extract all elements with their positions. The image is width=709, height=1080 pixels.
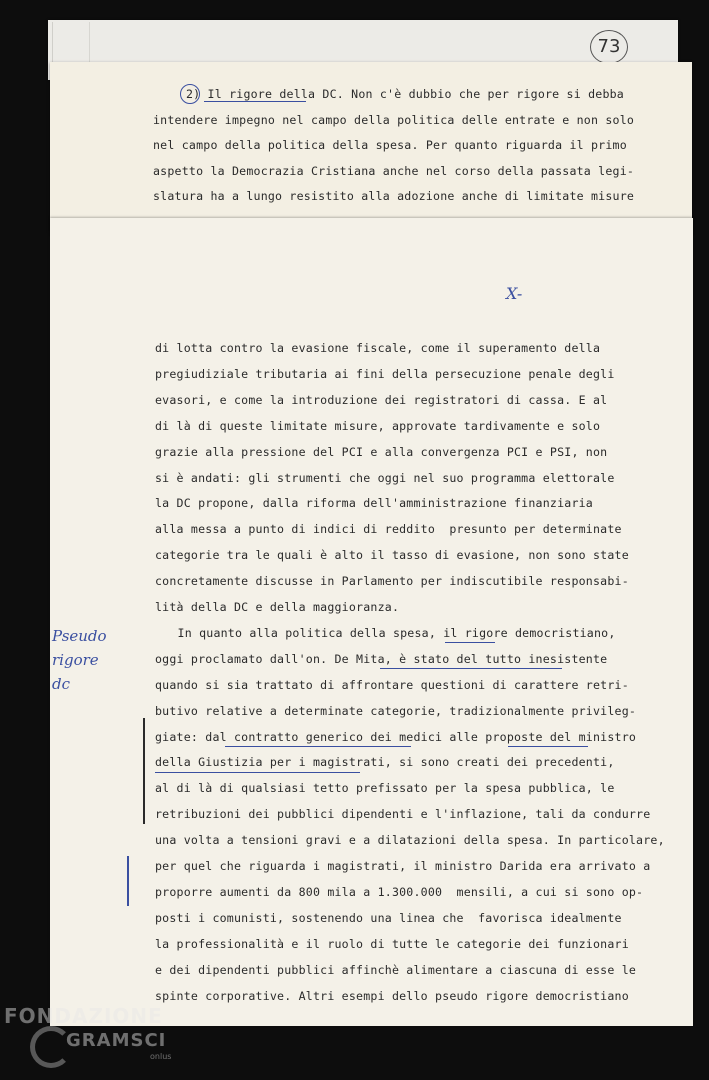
- watermark-line3: onlus: [150, 1052, 172, 1061]
- watermark-line2: GRAMSCI: [66, 1030, 167, 1051]
- watermark-logo: [4, 1004, 172, 1061]
- watermark-line1: FONDAZIONE: [4, 1004, 163, 1028]
- body-text-line: la DC propone, dalla riforma dell'amministrazione finanziaria: [155, 496, 593, 511]
- body-text-line: oggi proclamato dall'on. De Mita, è stato del tutto inesistente: [155, 651, 608, 666]
- body-text-line: In quanto alla politica della spesa, il rigore democristiano,: [156, 625, 616, 640]
- body-text-line: posti i comunisti, sostenendo una linea che favorisca idealmente: [155, 910, 622, 925]
- body-text-line: quando si sia trattato di affrontare questioni di carattere retri-: [155, 677, 629, 692]
- underline-ministro: [508, 746, 588, 747]
- body-text-line: concretamente discusse in Parlamento per indiscutibile responsabi-: [155, 574, 629, 589]
- body-text-line: una volta a tensioni gravi e a dilatazioni della spesa. In particolare,: [155, 833, 665, 848]
- body-text-line: retribuzioni dei pubblici dipendenti e l'inflazione, tali da condurre: [155, 807, 651, 822]
- body-text-line: evasori, e come la introduzione dei registratori di cassa. E al: [155, 392, 608, 407]
- body-text-line: grazie alla pressione del PCI e alla convergenza PCI e PSI, non: [155, 444, 608, 459]
- top-text-line: 2) Il rigore della DC. Non c'è dubbio che per rigore si debba: [186, 87, 624, 101]
- page-number: 73: [590, 30, 628, 64]
- body-text-line: pregiudiziale tributaria ai fini della persecuzione penale degli: [155, 366, 615, 381]
- body-text-line: di lotta contro la evasione fiscale, come il superamento della: [155, 341, 601, 355]
- margin-note: [52, 624, 107, 696]
- body-text-line: butivo relative a determinate categorie, tradizionalmente privileg-: [155, 703, 637, 718]
- body-text-line: e dei dipendenti pubblici affinchè alimentare a ciascuna di esse le: [155, 962, 637, 977]
- body-text-line: categorie tra le quali è alto il tasso di evasione, non sono state: [155, 548, 629, 563]
- margin-mark-bar: [127, 856, 129, 906]
- margin-bracket-bar: [143, 718, 145, 824]
- title-underline: [204, 101, 306, 102]
- top-text-line: nel campo della politica della spesa. Per quanto riguarda il primo: [153, 138, 627, 152]
- body-text-line: proporre aumenti da 800 mila a 1.300.000 mensili, a cui si sono op-: [155, 884, 644, 899]
- underline-rigore: [445, 642, 495, 643]
- margin-note-line: Pseudo: [52, 627, 107, 645]
- body-text-line: al di là di qualsiasi tetto prefissato per la spesa pubblica, le: [155, 781, 615, 796]
- margin-note-line: rigore: [52, 651, 99, 669]
- body-text-line: di là di queste limitate misure, approvate tardivamente e solo: [155, 418, 601, 433]
- margin-note-line: dc: [52, 675, 71, 693]
- cut-mark: X-: [506, 284, 523, 303]
- body-text-line: lità della DC e della maggioranza.: [155, 600, 400, 614]
- underline-medici: [225, 746, 411, 747]
- body-text-line: alla messa a punto di indici di reddito presunto per determinate: [155, 522, 622, 537]
- top-text-line: intendere impegno nel campo della politica delle entrate e non solo: [153, 112, 635, 127]
- body-text-line: si è andati: gli strumenti che oggi nel suo programma elettorale: [155, 470, 615, 485]
- body-text-line: per quel che riguarda i magistrati, il ministro Darida era arrivato a: [155, 859, 651, 873]
- body-text-line: spinte corporative. Altri esempi dello pseudo rigore democristiano: [155, 988, 629, 1003]
- top-text-line: slatura ha a lungo resistito alla adozione anche di limitate misure: [153, 189, 635, 203]
- body-text-line: della Giustizia per i magistrati, si sono creati dei precedenti,: [155, 755, 615, 770]
- top-text-line: aspetto la Democrazia Cristiana anche nel corso della passata legi-: [153, 163, 635, 178]
- body-text-line: giate: dal contratto generico dei medici alle proposte del ministro: [155, 729, 637, 744]
- body-text-line: la professionalità e il ruolo di tutte le categorie dei funzionari: [155, 936, 629, 951]
- main-sheet: [50, 218, 693, 1026]
- underline-giustizia: [155, 772, 360, 773]
- underline-inesistente: [380, 668, 562, 669]
